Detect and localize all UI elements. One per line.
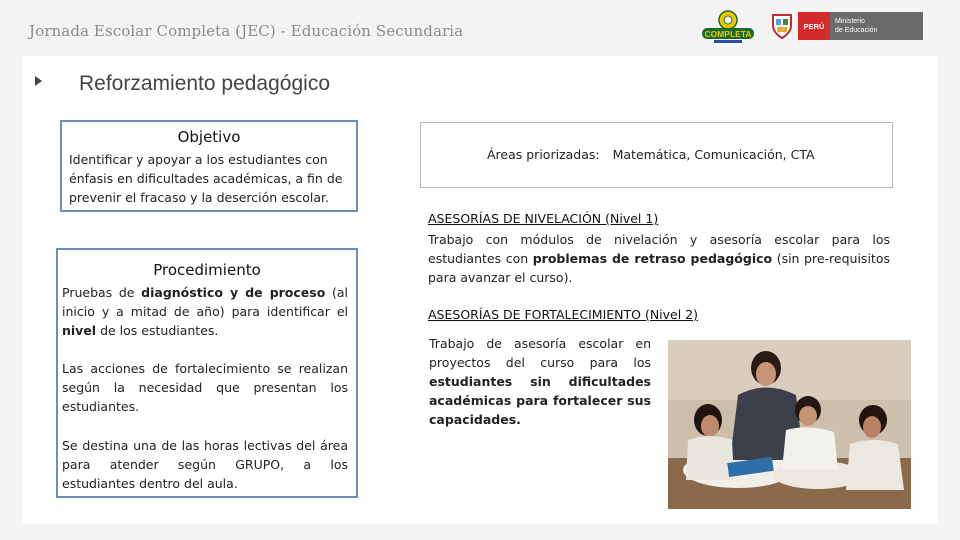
- ministry-label: [830, 12, 923, 40]
- students-photo: [668, 340, 911, 509]
- procedimiento-paragraph-3: Se destina una de las horas lectivas del área para atender según GRUPO, a los estudiantes dentro del aula.: [62, 438, 348, 491]
- areas-line: [487, 147, 815, 162]
- procedimiento-paragraph-1: Pruebas de diagnóstico y de proceso (al inicio y a mitad de año) para identificar el nivel de los estudiantes.: [62, 285, 348, 338]
- procedimiento-heading: Procedimiento: [153, 261, 261, 279]
- nivel2-text: Trabajo de asesoría escolar en proyectos del curso para los estudiantes sin dificultades académicas para fortalecer sus capacidades.: [429, 336, 651, 427]
- nivel2-heading: ASESORÍAS DE FORTALECIMIENTO (Nivel 2): [428, 307, 699, 322]
- header-title: Jornada Escolar Completa (JEC) - Educación Secundaria: [29, 22, 464, 40]
- peru-label: PERÚ: [798, 12, 830, 40]
- areas-label: Áreas priorizadas:: [487, 147, 600, 162]
- nivel1-heading: ASESORÍAS DE NIVELACIÓN (Nivel 1): [428, 211, 659, 226]
- peru-ministry-logo: [798, 12, 923, 40]
- procedimiento-box: [56, 248, 358, 498]
- objetivo-text: Identificar y apoyar a los estudiantes con énfasis en dificultades académicas, a fin de prevenir el fracaso y la deserción escolar.: [69, 152, 343, 205]
- areas-box: [420, 122, 893, 188]
- ministry-line1: Ministerio: [835, 18, 865, 25]
- ministry-line2: de Educación: [835, 27, 878, 34]
- nivel1-text: Trabajo con módulos de nivelación y asesoría escolar para los estudiantes con problemas de retraso pedagógico (sin pre-requisitos para avanzar el curso).: [428, 232, 890, 285]
- bullet-icon: [35, 76, 42, 86]
- jec-logo-text: COMPLETA: [704, 29, 752, 39]
- objetivo-heading: Objetivo: [177, 128, 241, 146]
- section-title: Reforzamiento pedagógico: [79, 72, 330, 95]
- coat-of-arms-icon: [770, 12, 794, 40]
- objetivo-box: [60, 120, 358, 212]
- areas-value: Matemática, Comunicación, CTA: [612, 147, 815, 162]
- procedimiento-paragraph-2: Las acciones de fortalecimiento se realizan según la necesidad que presentan los estudiantes.: [62, 361, 348, 414]
- jec-logo: [700, 8, 756, 46]
- header-bar: [0, 0, 960, 56]
